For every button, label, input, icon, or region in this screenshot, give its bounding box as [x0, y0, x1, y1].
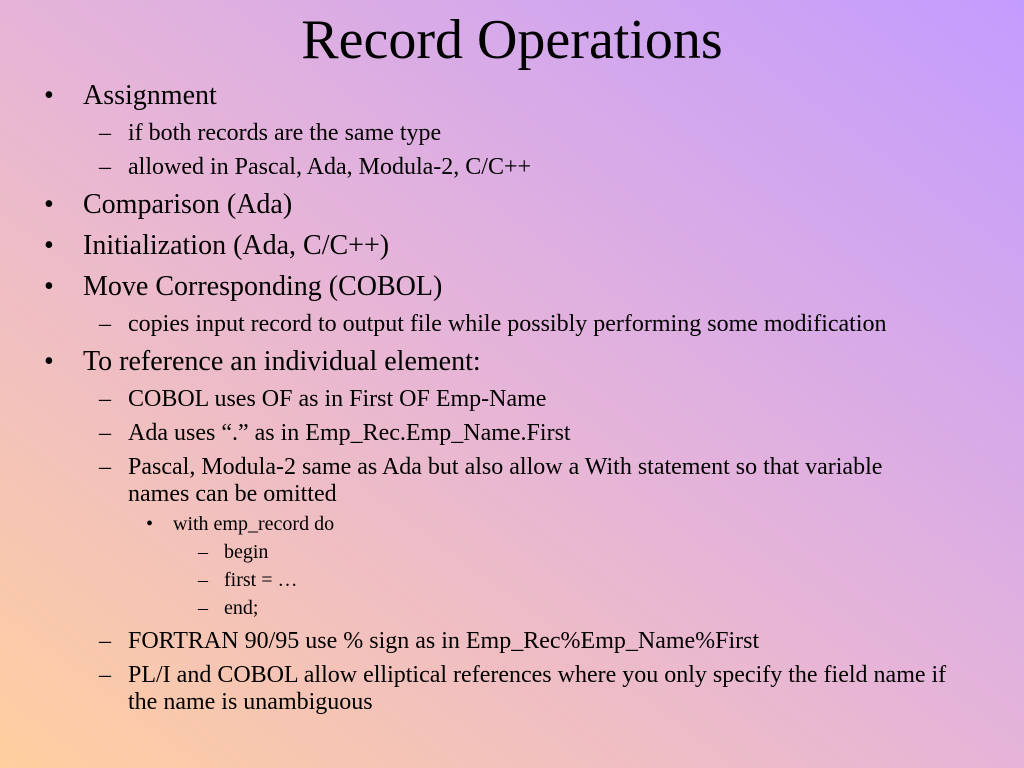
code-line-item [0, 540, 1024, 565]
sub-sub-item-text: with emp_record do [173, 513, 335, 535]
sub-item-text: allowed in Pascal, Ada, Modula-2, C/C++ [128, 154, 532, 180]
bullet-text: Move Corresponding (COBOL) [83, 271, 443, 302]
sub-item [0, 454, 948, 508]
code-line-text: first = … [224, 569, 298, 591]
sub-item-text: copies input record to output file while possibly performing some modification [128, 311, 887, 337]
dash-icon: – [198, 541, 208, 563]
sub-item-text: FORTRAN 90/95 use % sign as in Emp_Rec%Emp_Name%First [128, 628, 760, 654]
bullet-item-initialization [0, 229, 1024, 263]
dash-icon: – [99, 311, 111, 337]
bullet-icon: • [44, 80, 54, 111]
bullet-item-reference-element [0, 345, 1024, 379]
bullet-list [0, 79, 1024, 716]
bullet-text: To reference an individual element: [83, 346, 481, 377]
bullet-icon: • [44, 189, 54, 220]
sub-item-text: COBOL uses OF as in First OF Emp-Name [128, 386, 547, 412]
dash-icon: – [99, 386, 111, 412]
sub-item [0, 386, 948, 413]
slide-title: Record Operations [301, 9, 723, 71]
bullet-text: Assignment [83, 80, 217, 111]
code-line-item [0, 568, 1024, 593]
bullet-item-move-corresponding [0, 270, 1024, 304]
dash-icon: – [99, 454, 111, 480]
code-line-item [0, 596, 1024, 621]
dash-icon: – [99, 420, 111, 446]
bullet-text: Comparison (Ada) [83, 189, 293, 220]
sub-item [0, 311, 948, 338]
bullet-icon: • [44, 230, 54, 261]
dash-icon: – [99, 120, 111, 146]
dash-icon: – [99, 154, 111, 180]
sub-item [0, 420, 948, 447]
bullet-text: Initialization (Ada, C/C++) [83, 230, 390, 261]
bullet-item-assignment [0, 79, 1024, 113]
sub-item-text: PL/I and COBOL allow elliptical references where you only specify the field name if the name is unambiguous [128, 662, 947, 715]
sub-sub-item [0, 512, 1024, 537]
dash-icon: – [99, 662, 111, 688]
code-line-text: end; [224, 597, 259, 619]
dash-icon: – [198, 569, 208, 591]
sub-item-text: Pascal, Modula-2 same as Ada but also allow a With statement so that variable names can be omitted [128, 454, 883, 507]
sub-item [0, 628, 948, 655]
sub-item-text: Ada uses “.” as in Emp_Rec.Emp_Name.First [128, 420, 571, 446]
sub-item [0, 154, 948, 181]
dash-icon: – [99, 628, 111, 654]
sub-item-text: if both records are the same type [128, 120, 442, 146]
code-line-text: begin [224, 541, 269, 563]
bullet-item-comparison [0, 188, 1024, 222]
bullet-icon: • [44, 271, 54, 302]
bullet-icon: • [146, 513, 154, 535]
bullet-icon: • [44, 346, 54, 377]
sub-item [0, 662, 948, 716]
dash-icon: – [198, 597, 208, 619]
sub-item [0, 120, 948, 147]
